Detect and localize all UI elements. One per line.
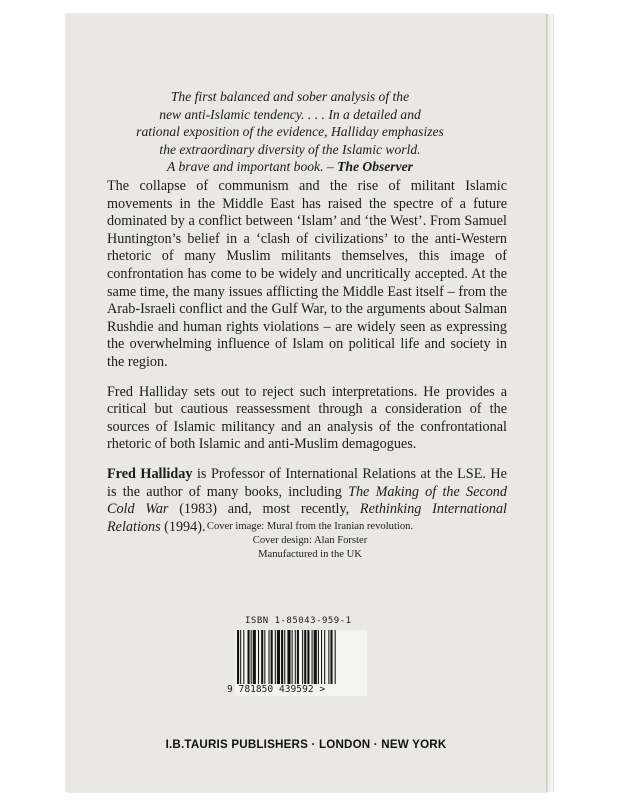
barcode-bar <box>275 630 276 684</box>
quote-line: The first balanced and sober analysis of the <box>170 89 410 104</box>
barcode-bar <box>261 630 263 684</box>
barcode-bar <box>292 630 293 684</box>
author-bio-text: (1994). <box>160 518 206 535</box>
author-bio-text: is Professor of International Relations at the LSE. He is the author of many books, including <box>107 465 507 500</box>
cover-image-credit: Cover image: Mural from the Iranian revolution. <box>206 521 414 532</box>
blurb-paragraph-1: The collapse of communism and the rise of militant Islamic movements in the Middle East has raised the spectre of a future dominated by a conflict between ‘Islam’ and ‘the West’. From Samuel Huntington’s belief in a ‘clash of civilizations’ to the anti-Western rhetoric of many Muslim militants themselves, this image of confrontation has come to be widely and uncritically accepted. At the same time, the many issues afflicting the Middle East itself – from the Arab-Israeli conflict and the Gulf War, to the arguments about Salman Rushdie and human rights violations – are widely seen as expressing the overwhelming influence of Islam on political life and society in the region. <box>107 178 507 370</box>
quote-line: A brave and important book. – <box>167 159 338 174</box>
quote-line: new anti-Islamic tendency. . . . In a detailed and <box>159 106 421 122</box>
barcode-bar <box>318 630 319 684</box>
barcode-bar <box>335 630 336 684</box>
barcode-bar <box>328 630 329 684</box>
barcode-bar <box>271 630 273 684</box>
barcode-bar <box>302 630 303 684</box>
barcode-bar <box>269 630 270 684</box>
barcode-graphic <box>235 630 367 684</box>
blurb <box>107 178 507 548</box>
barcode-bar <box>295 630 296 684</box>
barcode <box>221 614 393 708</box>
author-bio-text: (1983) and, most recently, <box>168 501 360 518</box>
barcode-bar <box>304 630 306 684</box>
credits <box>160 520 460 563</box>
isbn-label: ISBN 1-85043-959-1 <box>245 616 352 626</box>
barcode-bar <box>297 630 299 684</box>
barcode-bar <box>277 630 280 684</box>
barcode-bar <box>284 630 285 684</box>
review-quote <box>90 88 490 176</box>
book-title: The Making of the Second Cold War <box>107 483 507 518</box>
blurb-paragraph-2: Fred Halliday sets out to reject such interpretations. He provides a critical but cautious reassessment through a consideration of the sources of Islamic militancy and an analysis of the confrontational rhetoric of both Islamic and anti-Muslim demagogues. <box>107 383 507 453</box>
quote-line: the extraordinary diversity of the Islamic world. <box>159 141 421 157</box>
barcode-bar <box>287 630 290 684</box>
barcode-bar <box>237 630 239 684</box>
barcode-bar <box>324 630 325 684</box>
quote-line-last <box>90 158 490 176</box>
author-name: Fred Halliday <box>107 465 193 482</box>
barcode-bar <box>258 630 259 684</box>
barcode-bar <box>248 630 250 684</box>
barcode-bar <box>314 630 317 684</box>
barcode-bar <box>264 630 265 684</box>
barcode-bar <box>330 630 332 684</box>
barcode-bar <box>321 630 322 684</box>
barcode-digits: 9 781850 439592 > <box>227 684 326 695</box>
barcode-bar <box>312 630 313 684</box>
barcode-bar <box>251 630 252 684</box>
barcode-bar <box>253 630 256 684</box>
barcode-bar <box>307 630 309 684</box>
barcode-bar <box>243 630 244 684</box>
barcode-bar <box>240 630 241 684</box>
barcode-bar <box>281 630 283 684</box>
manufactured-note: Manufactured in the UK <box>258 549 362 561</box>
cover-design-credit: Cover design: Alan Forster <box>252 535 368 547</box>
quote-line: rational exposition of the evidence, Halliday emphasizes <box>136 124 444 139</box>
publisher-line: I.B.TAURIS PUBLISHERS · LONDON · NEW YORK <box>165 738 447 751</box>
book-title: Rethinking International Relations <box>107 501 507 535</box>
quote-source: The Observer <box>337 159 413 174</box>
